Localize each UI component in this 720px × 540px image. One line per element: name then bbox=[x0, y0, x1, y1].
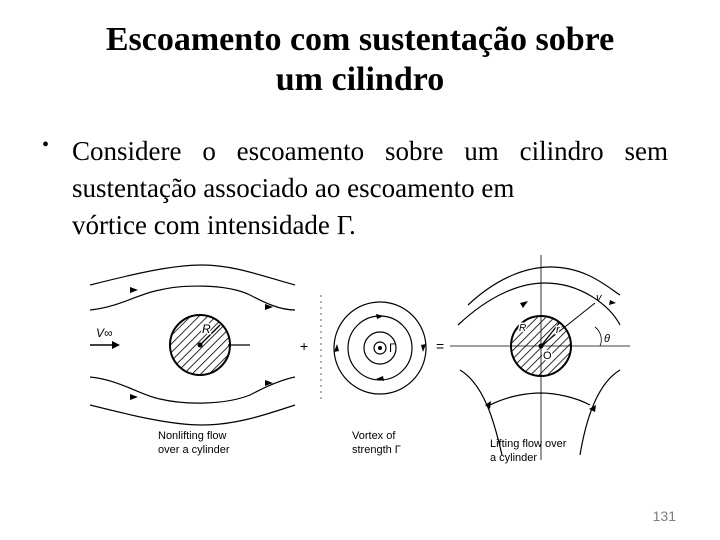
theta-arc bbox=[595, 327, 601, 346]
arrow-icon bbox=[130, 394, 138, 400]
slide-title bbox=[0, 20, 720, 100]
caption-vortex-2: strength Γ bbox=[352, 444, 401, 456]
caption-nonlifting-1: Nonlifting flow bbox=[158, 430, 227, 442]
freestream-label: V∞ bbox=[96, 326, 113, 340]
streamline bbox=[90, 286, 295, 310]
arrow-icon bbox=[421, 344, 426, 352]
arrow-icon bbox=[130, 287, 138, 293]
origin-label: O bbox=[543, 350, 552, 362]
lifting-flow-panel bbox=[450, 255, 630, 464]
arrow-icon bbox=[334, 344, 339, 352]
caption-lifting-1: Lifting flow over bbox=[490, 438, 567, 450]
center-dot bbox=[539, 344, 544, 349]
arrow-icon bbox=[376, 314, 384, 319]
bullet-marker: • bbox=[42, 134, 50, 156]
slide-number: 131 bbox=[652, 508, 676, 524]
r-label: r bbox=[556, 324, 560, 336]
nonlifting-flow-panel bbox=[90, 265, 295, 456]
caption-lifting-2: a cylinder bbox=[490, 452, 538, 464]
vortex-symbol: Γ bbox=[389, 341, 396, 355]
center-dot bbox=[198, 343, 203, 348]
streamline bbox=[490, 393, 590, 405]
arrow-icon bbox=[112, 341, 120, 349]
radius-label: R bbox=[202, 322, 211, 336]
vortex-panel bbox=[334, 302, 426, 456]
velocity-label: v bbox=[596, 292, 602, 304]
equals-operator: = bbox=[436, 338, 445, 354]
caption-nonlifting-2: over a cylinder bbox=[158, 444, 230, 456]
theta-label: θ bbox=[604, 333, 610, 345]
flow-diagram-figure bbox=[90, 255, 630, 470]
paragraph-end-text: vórtice com intensidade Γ. bbox=[72, 210, 356, 240]
arrow-icon bbox=[520, 301, 528, 308]
streamline bbox=[580, 370, 620, 455]
plus-operator: + bbox=[300, 338, 309, 354]
streamline bbox=[90, 377, 295, 403]
bullet-paragraph bbox=[72, 133, 668, 244]
streamline bbox=[90, 405, 295, 425]
title-line-1: Escoamento com sustentação sobre bbox=[105, 21, 615, 58]
paragraph-main-text: Considere o escoamento sobre um cilindro sem sustentação associado ao escoamento em bbox=[72, 136, 668, 203]
arrow-icon bbox=[609, 300, 616, 305]
vortex-center-dot bbox=[378, 346, 382, 350]
flow-diagram bbox=[90, 255, 630, 470]
radius-label-lifting: R bbox=[519, 323, 527, 334]
streamline bbox=[90, 265, 295, 285]
caption-vortex-1: Vortex of bbox=[352, 430, 396, 442]
title-line-2: um cilindro bbox=[275, 61, 445, 98]
